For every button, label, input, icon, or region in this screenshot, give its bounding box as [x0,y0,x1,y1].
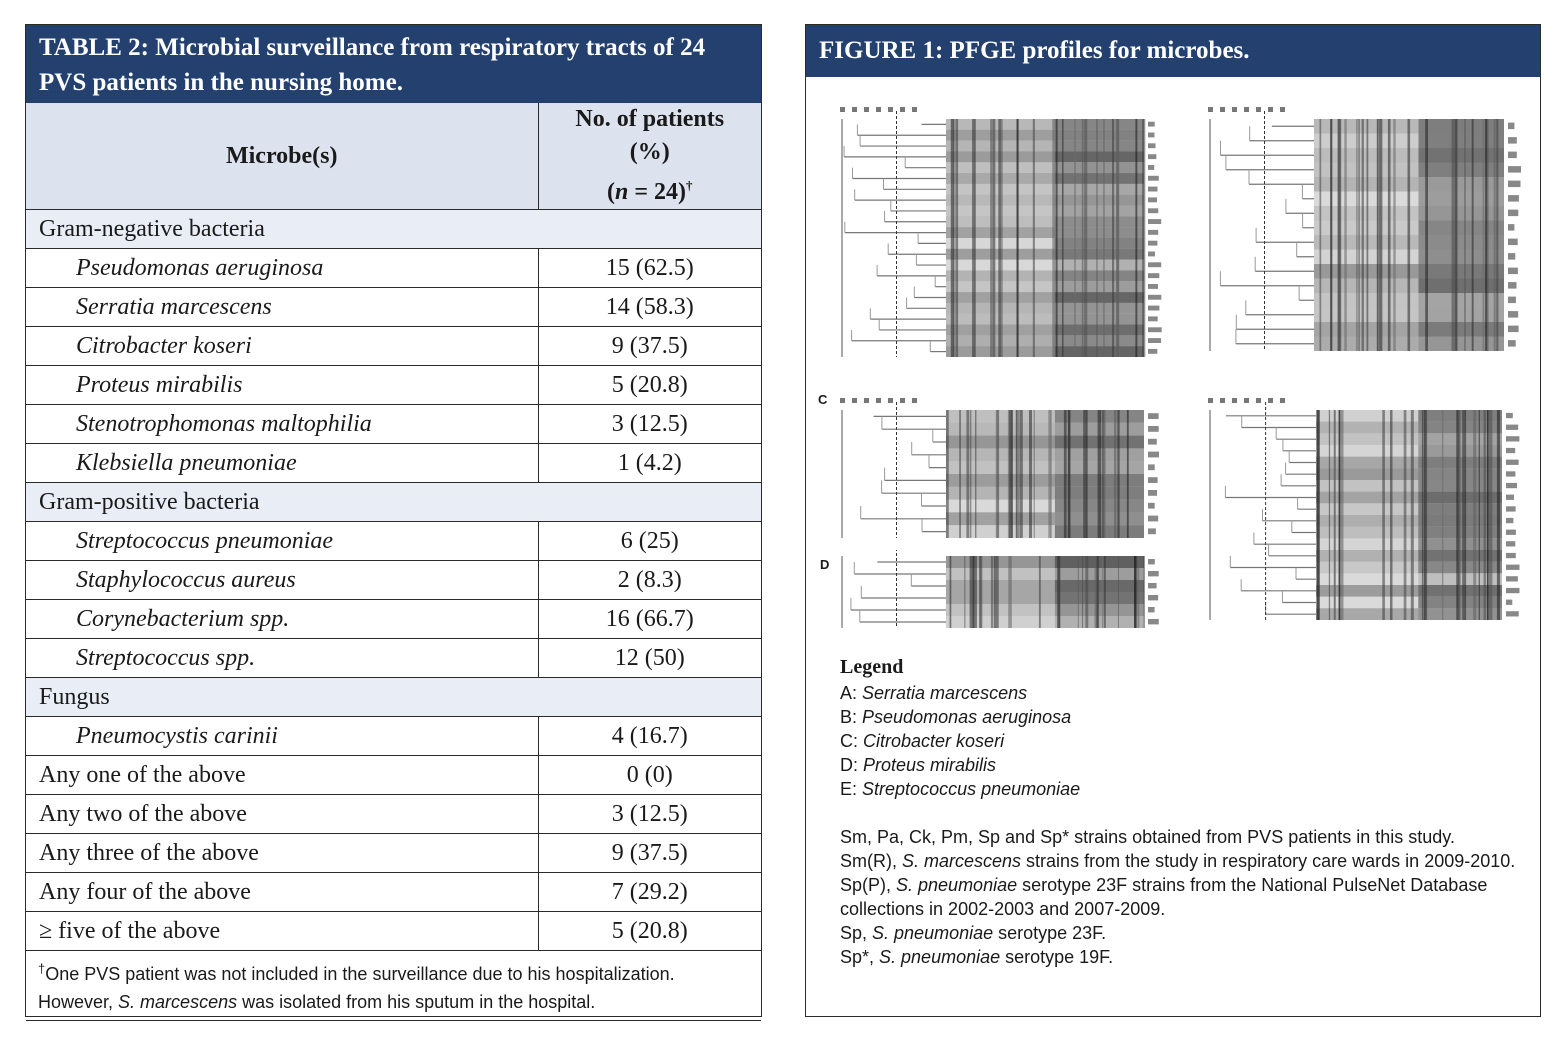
note2-species: S. marcescens [902,851,1022,871]
table-row [26,561,761,600]
category-row [26,210,761,249]
figure-title: FIGURE 1: PFGE profiles for microbes. [806,25,1540,77]
patient-count: 1 (4.2) [538,444,761,483]
category-label: Fungus [26,678,761,717]
microbe-name: Pseudomonas aeruginosa [26,249,538,288]
footnote-species: S. marcescens [118,992,238,1012]
microbe-name: Streptococcus pneumoniae [26,522,538,561]
summary-count: 5 (20.8) [538,912,761,951]
legend-species: Streptococcus pneumoniae [862,779,1081,799]
microbe-name: Serratia marcescens [26,288,538,327]
table-title: TABLE 2: Microbial surveillance from respiratory tracts of 24 PVS patients in the nursing home. [26,25,761,103]
table-row [26,327,761,366]
pfge-panel-a-image [818,101,1168,361]
table-row [26,639,761,678]
table-panel [25,24,762,1017]
col-header-dagger: † [686,178,693,193]
legend-note-5 [840,945,1530,969]
legend-key: B: [840,707,858,727]
microbe-name: Streptococcus spp. [26,639,538,678]
patient-count: 16 (66.7) [538,600,761,639]
col-header-microbe: Microbe(s) [26,103,538,210]
pfge-panel-c-image [818,390,1168,540]
legend-species: Pseudomonas aeruginosa [862,707,1072,727]
note3-text: serotype 23F strains from the National PulseNet Database collections in 2002-2003 and 2007-2009. [840,875,1488,919]
col-header-count-line2: (%) [629,139,670,165]
col-header-count-line1: No. of patients [575,106,725,132]
summary-label: ≥ five of the above [26,912,538,951]
summary-label: Any two of the above [26,795,538,834]
legend-key: D: [840,755,858,775]
microbe-name: Citrobacter koseri [26,327,538,366]
summary-label: Any one of the above [26,756,538,795]
microbe-name: Stenotrophomonas maltophilia [26,405,538,444]
legend-title: Legend [840,656,904,678]
microbe-name: Klebsiella pneumoniae [26,444,538,483]
table-row [26,444,761,483]
legend-note-4 [840,921,1530,945]
summary-row [26,756,761,795]
category-label: Gram-positive bacteria [26,483,761,522]
category-label: Gram-negative bacteria [26,210,761,249]
legend-note-2 [840,849,1530,873]
panel-d-label: D [820,557,830,572]
legend-items [840,681,1530,801]
table-header-row [26,103,761,210]
legend-note-3 [840,873,1530,921]
note4-prefix: Sp, [840,923,873,943]
legend-species: Serratia marcescens [862,683,1028,703]
table-row [26,717,761,756]
legend-note-1: Sm, Pa, Ck, Pm, Sp and Sp* strains obtained from PVS patients in this study. [840,827,1455,847]
microbe-name: Staphylococcus aureus [26,561,538,600]
figure-panel [805,24,1541,1017]
pfge-panel-e-image [1186,390,1521,630]
note2-prefix: Sm(R), [840,851,902,871]
footnote-text-2: was isolated from his sputum in the hospital. [237,992,596,1012]
patient-count: 5 (20.8) [538,366,761,405]
patient-count: 4 (16.7) [538,717,761,756]
legend-species: Proteus mirabilis [863,755,997,775]
legend-key: C: [840,731,858,751]
col-header-count-n: n [614,179,629,205]
footnote-row [26,951,761,1021]
legend-species: Citrobacter koseri [863,731,1005,751]
col-header-count [538,103,761,210]
legend-item [840,705,1530,729]
legend-item [840,753,1530,777]
microbe-name: Corynebacterium spp. [26,600,538,639]
patient-count: 3 (12.5) [538,405,761,444]
col-header-count-eq: = 24) [628,179,687,205]
table-row [26,288,761,327]
note4-species: S. pneumoniae [872,923,994,943]
table-footnote [26,951,761,1021]
category-row [26,678,761,717]
table-row [26,600,761,639]
footnote-text-1: One PVS patient was not included in the surveillance due to his hospitalization. However, [38,964,675,1012]
legend-item [840,777,1530,801]
note5-prefix: Sp*, [840,947,880,967]
patient-count: 9 (37.5) [538,327,761,366]
patient-count: 15 (62.5) [538,249,761,288]
category-row [26,483,761,522]
summary-row [26,873,761,912]
summary-count: 0 (0) [538,756,761,795]
patient-count: 14 (58.3) [538,288,761,327]
summary-row [26,834,761,873]
summary-label: Any four of the above [26,873,538,912]
legend-item [840,729,1530,753]
note5-species: S. pneumoniae [879,947,1001,967]
summary-row [26,912,761,951]
legend-key: A: [840,683,858,703]
table-row [26,405,761,444]
summary-label: Any three of the above [26,834,538,873]
legend-key: E: [840,779,858,799]
note3-species: S. pneumoniae [896,875,1018,895]
summary-count: 9 (37.5) [538,834,761,873]
patient-count: 6 (25) [538,522,761,561]
summary-count: 7 (29.2) [538,873,761,912]
note4-text: serotype 23F. [993,923,1107,943]
pfge-panel-b-image [1186,101,1521,361]
pfge-panel-d-image [818,550,1168,635]
patient-count: 12 (50) [538,639,761,678]
patient-count: 2 (8.3) [538,561,761,600]
table-row [26,522,761,561]
note5-text: serotype 19F. [1000,947,1114,967]
col-header-count-open: ( [606,179,615,205]
legend-notes [840,825,1530,969]
panel-c-label: C [818,392,828,407]
figure-legend [840,655,1530,969]
microbe-name: Proteus mirabilis [26,366,538,405]
summary-count: 3 (12.5) [538,795,761,834]
note2-text: strains from the study in respiratory care wards in 2009-2010. [1021,851,1516,871]
footnote-dagger: † [38,961,46,976]
microbe-name: Pneumocystis carinii [26,717,538,756]
legend-item [840,681,1530,705]
table-row [26,366,761,405]
microbe-table [26,103,761,1021]
note3-prefix: Sp(P), [840,875,897,895]
table-row [26,249,761,288]
summary-row [26,795,761,834]
